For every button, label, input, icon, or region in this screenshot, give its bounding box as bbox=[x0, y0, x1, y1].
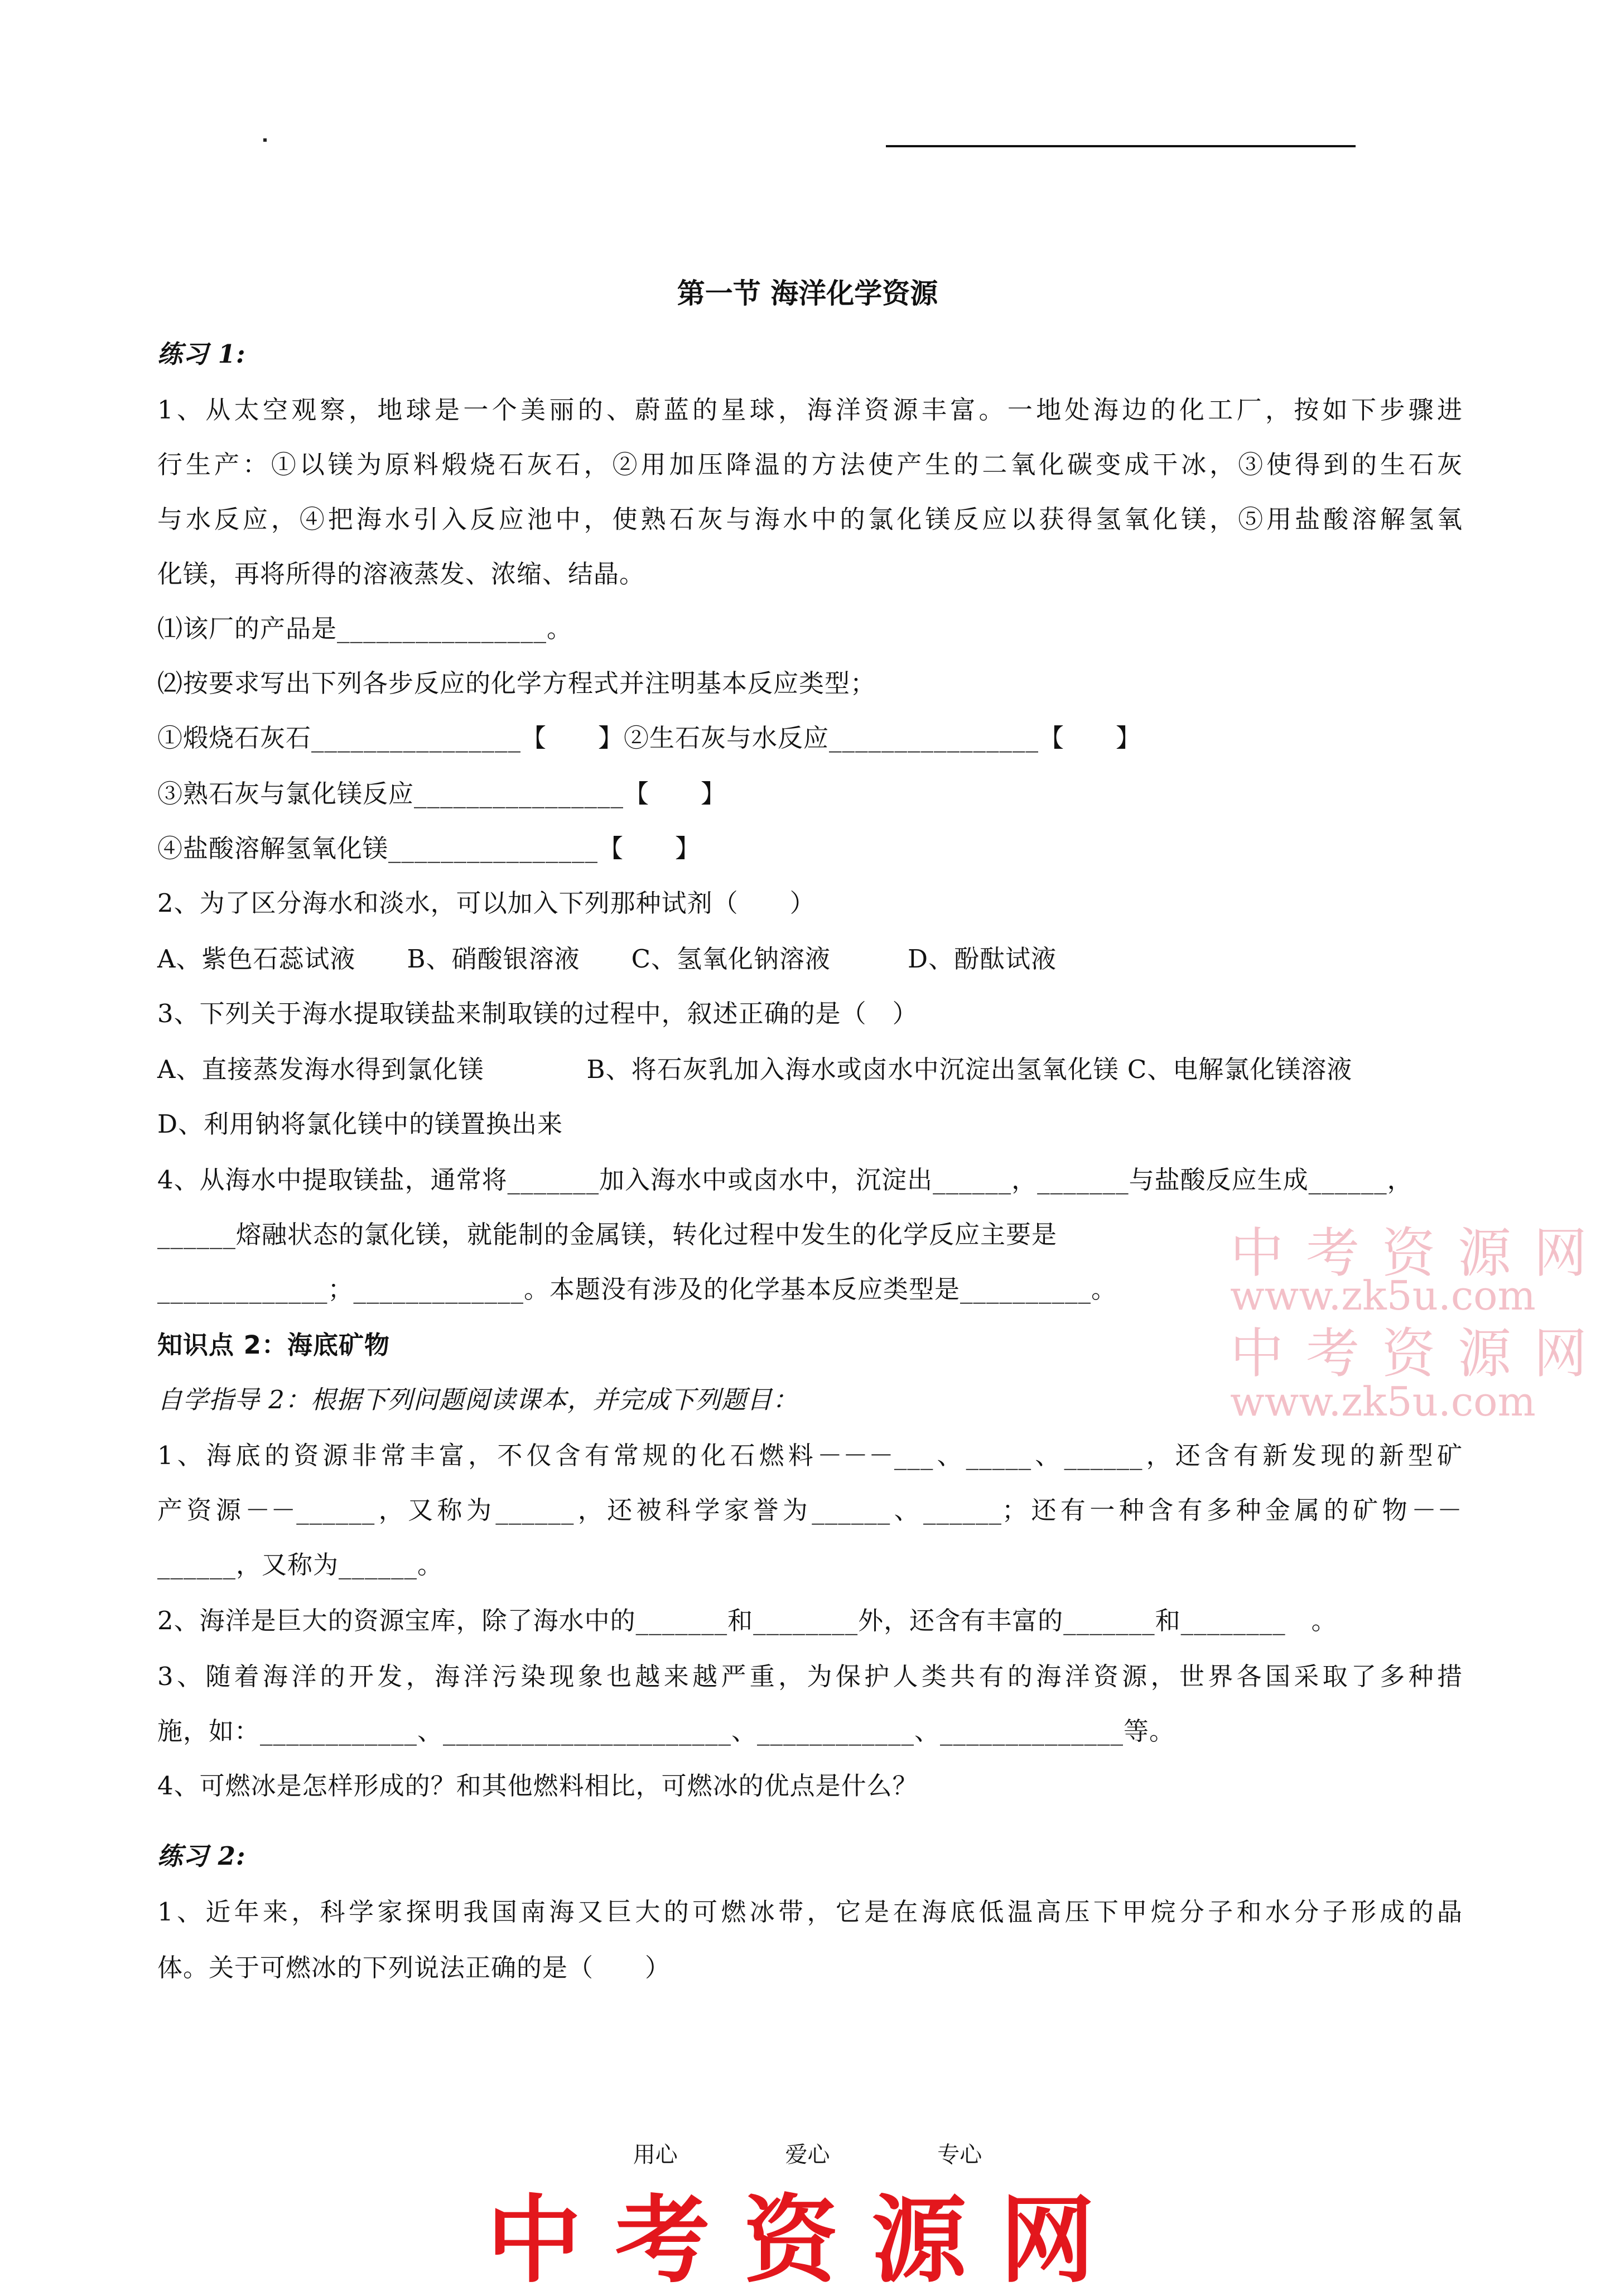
text-line: ⑵按要求写出下列各步反应的化学方程式并注明基本反应类型； bbox=[157, 668, 876, 698]
footer-word: 爱心 bbox=[785, 2142, 830, 2168]
text-line: ⑴该厂的产品是________________。 bbox=[157, 614, 573, 643]
text-line: 1、从太空观察，地球是一个美丽的、蔚蓝的星球，海洋资源丰富。一地处海边的化工厂，按如下步骤进 bbox=[157, 395, 1463, 425]
footer bbox=[0, 2137, 1615, 2169]
watermark-url: www.zk5u.com bbox=[1230, 1272, 1536, 1319]
text-line: 3、随着海洋的开发，海洋污染现象也越来越严重，为保护人类共有的海洋资源，世界各国采取了多种措 bbox=[157, 1662, 1463, 1691]
page-title: 第一节 海洋化学资源 bbox=[677, 277, 938, 310]
footer-word: 专心 bbox=[937, 2142, 982, 2168]
text-line: ③熟石灰与氯化镁反应________________【 】 bbox=[157, 779, 727, 808]
header-dot bbox=[263, 138, 267, 142]
section-heading-exercise-1: 练习 1: bbox=[157, 339, 246, 369]
self-study-guide-2: 自学指导 2：根据下列问题阅读课本，并完成下列题目： bbox=[157, 1385, 798, 1414]
text-line: _____________；_____________。本题没有涉及的化学基本反应类型是__________。 bbox=[157, 1274, 1117, 1304]
text-line: 施，如：____________、______________________、____________、______________等。 bbox=[157, 1716, 1175, 1746]
text-line: ①煅烧石灰石________________【 】②生石灰与水反应________________【 】 bbox=[157, 723, 1142, 753]
question-2: 2、为了区分海水和淡水，可以加入下列那种试剂（ ） bbox=[157, 888, 816, 918]
footer-word: 用心 bbox=[633, 2142, 678, 2168]
text-line: ______，又称为______。 bbox=[157, 1550, 443, 1580]
text-line: ④盐酸溶解氢氧化镁________________【 】 bbox=[157, 834, 701, 863]
text-line: 体。关于可燃冰的下列说法正确的是（ ） bbox=[157, 1953, 671, 1982]
header-rule bbox=[886, 145, 1356, 147]
text-line: 行生产：①以镁为原料煅烧石灰石，②用加压降温的方法使产生的二氧化碳变成干冰，③使得到的生石灰 bbox=[157, 450, 1463, 479]
text-line: 2、海洋是巨大的资源宝库，除了海水中的_______和________外，还含有丰富的_______和________ 。 bbox=[157, 1606, 1337, 1635]
watermark-url: www.zk5u.com bbox=[1230, 1378, 1536, 1425]
text-line: ______熔融状态的氯化镁，就能制的金属镁，转化过程中发生的化学反应主要是 bbox=[157, 1220, 1058, 1249]
options-line: A、紫色石蕊试液 B、硝酸银溶液 C、氢氧化钠溶液 D、酚酞试液 bbox=[157, 944, 1057, 974]
options-line: A、直接蒸发海水得到氯化镁 B、将石灰乳加入海水或卤水中沉淀出氢氧化镁 C、电解氯化镁溶液 bbox=[157, 1055, 1353, 1084]
text-line: 1、海底的资源非常丰富，不仅含有常规的化石燃料－－－___、_____、______，还含有新发现的新型矿 bbox=[157, 1441, 1463, 1470]
watermark-text: 中考资源网 bbox=[1230, 1322, 1609, 1385]
text-line: 化镁，再将所得的溶液蒸发、浓缩、结晶。 bbox=[157, 559, 645, 589]
text-line: 与水反应，④把海水引入反应池中，使熟石灰与海水中的氯化镁反应以获得氢氧化镁，⑤用盐酸溶解氢氧 bbox=[157, 504, 1463, 534]
text-line: 产资源－－______，又称为______，还被科学家誉为______、______；还有一种含有多种金属的矿物－－ bbox=[157, 1495, 1463, 1525]
knowledge-point-2-heading: 知识点 2：海底矿物 bbox=[157, 1330, 390, 1360]
watermark-logo: 中考资源网 bbox=[486, 2184, 1129, 2296]
watermark-text: 中考资源网 bbox=[1230, 1222, 1609, 1284]
options-line: D、利用钠将氯化镁中的镁置换出来 bbox=[157, 1109, 563, 1139]
text-line: 4、可燃冰是怎样形成的？和其他燃料相比，可燃冰的优点是什么？ bbox=[157, 1771, 918, 1801]
question-4: 4、从海水中提取镁盐，通常将_______加入海水中或卤水中，沉淀出______，_______与盐酸反应生成______， bbox=[157, 1165, 1413, 1195]
question-3: 3、下列关于海水提取镁盐来制取镁的过程中，叙述正确的是（ ） bbox=[157, 999, 918, 1028]
text-line: 1、近年来，科学家探明我国南海又巨大的可燃冰带，它是在海底低温高压下甲烷分子和水分子形成的晶 bbox=[157, 1897, 1463, 1927]
section-heading-exercise-2: 练习 2: bbox=[157, 1841, 246, 1871]
